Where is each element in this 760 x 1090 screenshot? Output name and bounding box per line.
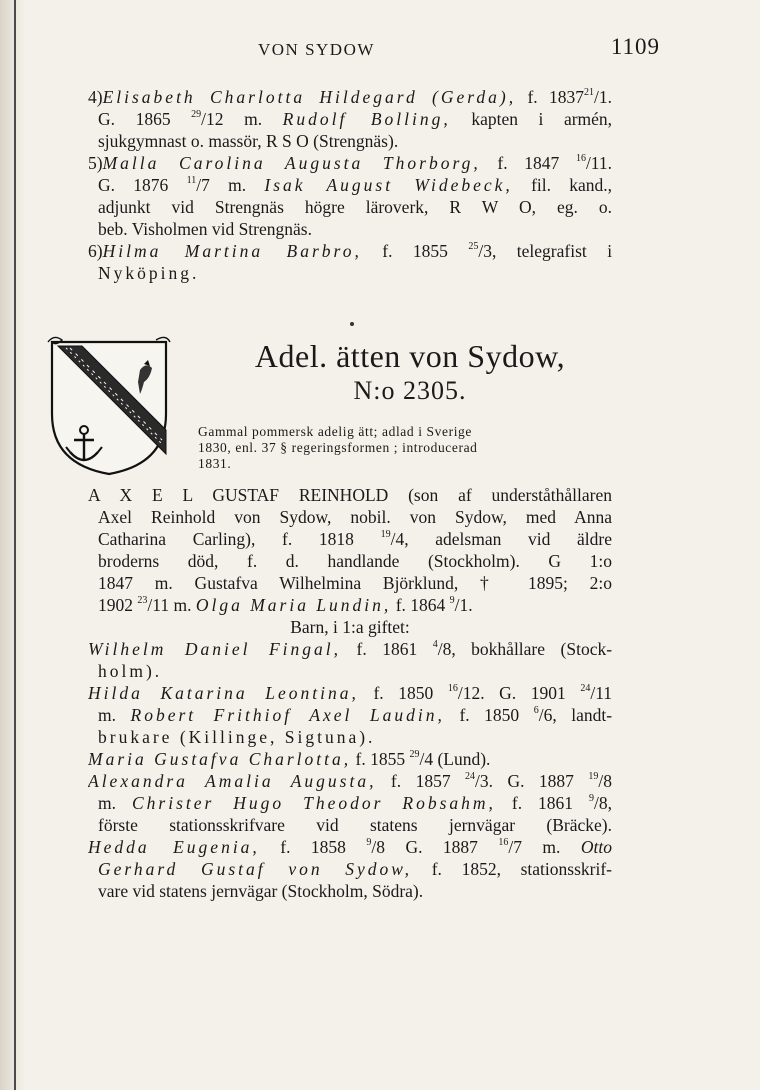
child-1-line-2: holm).: [98, 661, 163, 681]
children-heading: Barn, i 1:a giftet:: [290, 617, 410, 637]
entry-4-line-2: G. 1865 $^{29}$/12 m. Rudolf Bolling, kapten i armén,: [98, 109, 612, 129]
main-entry-line-3: Catharina Carling), f. 1818 $^{19}$/4, adelsman vid äldre: [98, 529, 612, 549]
coat-of-arms-icon: [44, 336, 174, 478]
main-entry-spouse-2: Olga Maria Lundin,: [195, 595, 392, 615]
family-note: Gammal pommersk adelig ätt; adlad i Sverige 1830, enl. 37 § regeringsformen ; introducerad 1831.: [198, 424, 478, 471]
child-4-spouse: Christer Hugo Theodor Robsahm,: [131, 793, 496, 813]
entry-5-spouse: Isak August Widebeck,: [264, 175, 513, 195]
entry-6-name: Hilma Martina Barbro,: [102, 241, 362, 261]
running-head: VON SYDOW: [258, 40, 375, 59]
entry-6-line-2: Nyköping.: [98, 263, 200, 283]
child-1-line-1: Wilhelm Daniel Fingal, f. 1861 $^4$/8, bokhållare (Stock-: [88, 639, 612, 659]
child-5-name: Hedda Eugenia,: [88, 837, 260, 857]
child-4-line-3: förste stationsskrifvare vid statens jernvägar (Bräcke).: [98, 815, 612, 835]
entry-5-name: Malla Carolina Augusta Thorborg,: [102, 153, 481, 173]
main-entry: [88, 484, 612, 902]
entry-6-line-1: 6)Hilma Martina Barbro, f. 1855 $^{25}$/3, telegrafist i: [88, 241, 612, 261]
binding-rule: [14, 0, 16, 1090]
child-4-line-1: Alexandra Amalia Augusta, f. 1857 $^{24}$/3. G. 1887 $^{19}$/8: [88, 771, 612, 791]
child-5-spouse: Gerhard Gustaf von Sydow,: [98, 859, 413, 879]
child-3-name: Maria Gustafva Charlotta,: [88, 749, 352, 769]
page-number: 1109: [610, 34, 660, 59]
main-entry-line-5: 1847 m. Gustafva Wilhelmina Björklund, † 1895; 2:o: [98, 573, 612, 593]
child-4-line-2: m. Christer Hugo Theodor Robsahm, f. 1861 $^9$/8,: [98, 793, 612, 813]
main-entry-line-1: A X E L GUSTAF REINHOLD (son af underståthållaren: [88, 485, 612, 505]
child-5-line-3: vare vid statens jernvägar (Stockholm, Södra).: [98, 881, 424, 901]
child-1-name: Wilhelm Daniel Fingal,: [88, 639, 341, 659]
main-entry-line-2: Axel Reinhold von Sydow, nobil. von Sydow, med Anna: [98, 507, 612, 527]
entry-5-line-1: 5)Malla Carolina Augusta Thorborg, f. 1847 $^{16}$/11.: [88, 153, 612, 173]
entries-top: [88, 86, 612, 284]
entry-5-line-3: adjunkt vid Strengnäs högre läroverk, R W O, eg. o.: [98, 197, 612, 217]
family-title: Adel. ätten von Sydow,: [254, 338, 566, 374]
entry-5-line-4: beb. Visholmen vid Strengnäs.: [98, 219, 312, 239]
entry-4-line-1: 4)Elisabeth Charlotta Hildegard (Gerda), f. 1837$^{21}$/1.: [88, 87, 612, 107]
page-header: [88, 34, 660, 64]
main-entry-name: A X E L GUSTAF REINHOLD: [88, 485, 389, 505]
child-2-line-3: brukare (Killinge, Sigtuna).: [98, 727, 376, 747]
entry-4-line-3: sjukgymnast o. massör, R S O (Strengnäs).: [98, 131, 399, 151]
main-entry-line-4: broderns död, f. d. handlande (Stockholm). G 1:o: [98, 551, 612, 571]
entry-4-spouse: Rudolf Bolling,: [282, 109, 451, 129]
main-entry-line-6: 1902 $^{23}$/11 m. Olga Maria Lundin, f. 1864 $^9$/1.: [98, 595, 473, 615]
family-number: N:o 2305.: [353, 376, 467, 405]
child-5-line-2: Gerhard Gustaf von Sydow, f. 1852, stationsskrif-: [98, 859, 612, 879]
child-5-line-1: Hedda Eugenia, f. 1858 $^9$/8 G. 1887 $^{16}$/7 m. Otto: [88, 837, 612, 857]
entry-5-line-2: G. 1876 $^{11}$/7 m. Isak August Widebeck, fil. kand.,: [98, 175, 612, 195]
child-2-line-1: Hilda Katarina Leontina, f. 1850 $^{16}$/12. G. 1901 $^{24}$/11: [88, 683, 612, 703]
child-2-spouse: Robert Frithiof Axel Laudin,: [130, 705, 445, 725]
child-4-name: Alexandra Amalia Augusta,: [88, 771, 377, 791]
child-2-line-2: m. Robert Frithiof Axel Laudin, f. 1850 $^6$/6, landt-: [98, 705, 612, 725]
child-2-name: Hilda Katarina Leontina,: [88, 683, 359, 703]
entry-4-name: Elisabeth Charlotta Hildegard (Gerda),: [102, 87, 517, 107]
divider-dot: [350, 322, 354, 326]
page-binding-edge: [0, 0, 26, 1090]
child-3-line-1: Maria Gustafva Charlotta, f. 1855 $^{29}$/4 (Lund).: [88, 749, 491, 769]
